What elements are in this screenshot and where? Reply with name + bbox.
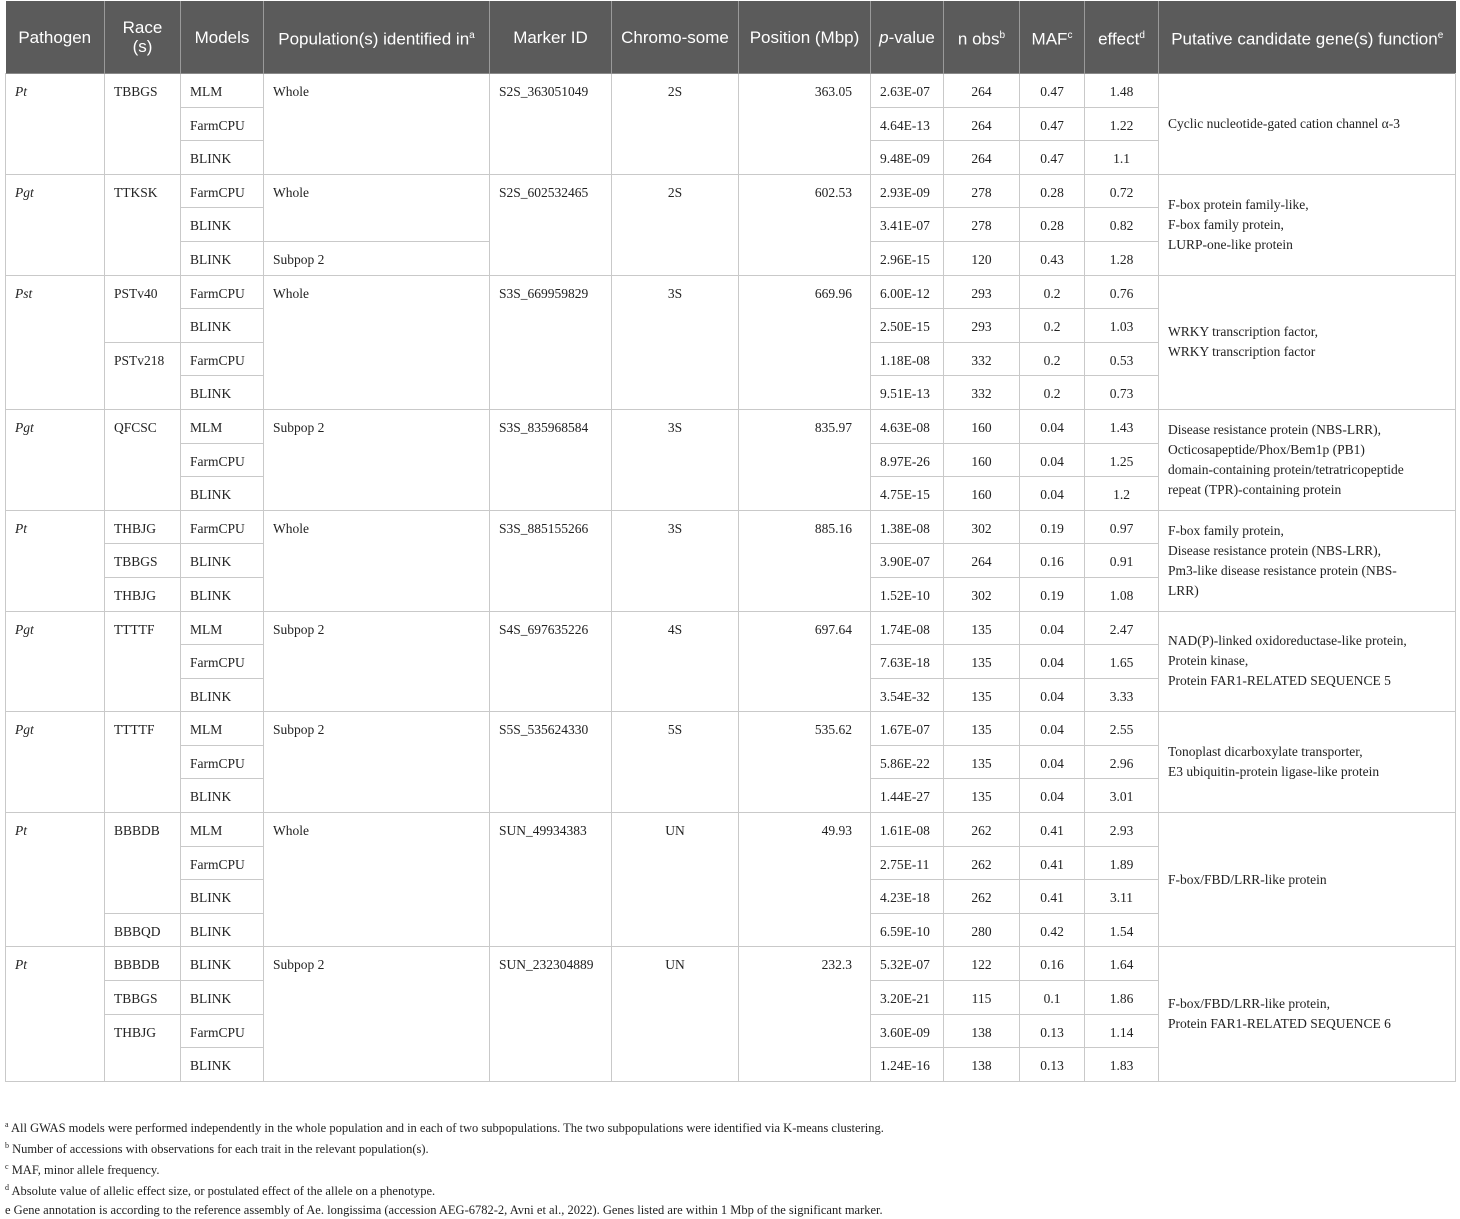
population-cell: Subpop 2 xyxy=(264,712,490,813)
position-cell: 602.53 xyxy=(739,174,871,275)
model-cell: BLINK xyxy=(181,544,264,578)
effect-cell: 1.03 xyxy=(1085,309,1159,343)
race-cell: TTTTF xyxy=(105,611,181,712)
table-row xyxy=(6,813,1456,847)
n-obs-cell: 135 xyxy=(944,678,1020,712)
header-effect: effect$^d$ xyxy=(1085,1,1159,74)
header-models: Models xyxy=(181,1,264,74)
n-obs-cell: 135 xyxy=(944,779,1020,813)
maf-cell: 0.43 xyxy=(1020,241,1085,275)
position-cell: 835.97 xyxy=(739,409,871,510)
population-cell: Subpop 2 xyxy=(264,409,490,510)
function-line: F-box/FBD/LRR-like protein xyxy=(1168,871,1327,887)
effect-cell: 1.14 xyxy=(1085,1014,1159,1048)
maf-cell: 0.47 xyxy=(1020,141,1085,175)
population-cell: Whole xyxy=(264,510,490,611)
n-obs-cell: 332 xyxy=(944,376,1020,410)
marker-id-cell: SUN_49934383 xyxy=(490,813,612,947)
p-value-cell: 1.44E-27 xyxy=(871,779,944,813)
footnote: e Gene annotation is according to the reference assembly of Ae. longissima (accession AEG-6782-2, Avni et al., 2022). Genes listed are within 1 Mbp of the significant marker. xyxy=(5,1202,883,1217)
p-value-cell: 2.50E-15 xyxy=(871,309,944,343)
pathogen-cell: Pt xyxy=(6,510,105,611)
p-value-cell: 3.60E-09 xyxy=(871,1014,944,1048)
p-value-cell: 3.54E-32 xyxy=(871,678,944,712)
maf-cell: 0.13 xyxy=(1020,1048,1085,1082)
function-cell xyxy=(1159,611,1456,712)
maf-cell: 0.19 xyxy=(1020,577,1085,611)
function-cell xyxy=(1159,947,1456,1081)
p-value-cell: 9.48E-09 xyxy=(871,141,944,175)
p-value-cell: 2.75E-11 xyxy=(871,846,944,880)
function-line: WRKY transcription factor, xyxy=(1168,324,1319,340)
n-obs-cell: 262 xyxy=(944,846,1020,880)
position-cell: 232.3 xyxy=(739,947,871,1081)
footnote: $^a$ All GWAS models were performed independently in the whole population and in each of two subpopulations. The two subpopulations were identified via K-means clustering. xyxy=(5,1120,884,1136)
header-maf: MAF$^c$ xyxy=(1020,1,1085,74)
header-pathogen: Pathogen xyxy=(6,1,105,74)
model-cell: BLINK xyxy=(181,477,264,511)
effect-cell: 1.86 xyxy=(1085,981,1159,1015)
population-cell: Subpop 2 xyxy=(264,241,490,275)
n-obs-cell: 122 xyxy=(944,947,1020,981)
table-row xyxy=(6,275,1456,309)
population-cell: Whole xyxy=(264,813,490,947)
population-cell: Whole xyxy=(264,275,490,409)
p-value-cell: 1.52E-10 xyxy=(871,577,944,611)
p-value-cell: 5.32E-07 xyxy=(871,947,944,981)
p-value-cell: 2.96E-15 xyxy=(871,241,944,275)
n-obs-cell: 262 xyxy=(944,813,1020,847)
n-obs-cell: 302 xyxy=(944,577,1020,611)
function-line: F-box family protein, xyxy=(1168,522,1284,538)
model-cell: BLINK xyxy=(181,208,264,242)
function-line: LURP-one-like protein xyxy=(1168,236,1293,252)
n-obs-cell: 160 xyxy=(944,477,1020,511)
table-row xyxy=(6,611,1456,645)
p-value-cell: 2.63E-07 xyxy=(871,74,944,108)
effect-cell: 3.33 xyxy=(1085,678,1159,712)
p-value-cell: 7.63E-18 xyxy=(871,645,944,679)
footnotes xyxy=(5,1116,884,1219)
n-obs-cell: 160 xyxy=(944,443,1020,477)
function-cell xyxy=(1159,813,1456,947)
function-line: domain-containing protein/tetratricopeptide xyxy=(1168,461,1404,477)
maf-cell: 0.41 xyxy=(1020,813,1085,847)
n-obs-cell: 135 xyxy=(944,745,1020,779)
effect-cell: 1.83 xyxy=(1085,1048,1159,1082)
position-cell: 535.62 xyxy=(739,712,871,813)
effect-cell: 1.64 xyxy=(1085,947,1159,981)
effect-cell: 1.43 xyxy=(1085,409,1159,443)
n-obs-cell: 332 xyxy=(944,342,1020,376)
effect-cell: 1.22 xyxy=(1085,107,1159,141)
pathogen-cell: Pgt xyxy=(6,712,105,813)
race-cell: TBBGS xyxy=(105,981,181,1015)
n-obs-cell: 278 xyxy=(944,174,1020,208)
table-row xyxy=(6,510,1456,544)
function-cell xyxy=(1159,275,1456,409)
position-cell: 697.64 xyxy=(739,611,871,712)
race-cell: BBBDB xyxy=(105,813,181,914)
function-cell xyxy=(1159,174,1456,275)
chromosome-cell: 4S xyxy=(612,611,739,712)
table-row xyxy=(6,74,1456,108)
function-cell xyxy=(1159,409,1456,510)
maf-cell: 0.04 xyxy=(1020,645,1085,679)
function-cell xyxy=(1159,712,1456,813)
model-cell: MLM xyxy=(181,409,264,443)
n-obs-cell: 135 xyxy=(944,645,1020,679)
header-p-value: p-value xyxy=(871,1,944,74)
maf-cell: 0.1 xyxy=(1020,981,1085,1015)
function-line: E3 ubiquitin-protein ligase-like protein xyxy=(1168,764,1380,780)
n-obs-cell: 293 xyxy=(944,275,1020,309)
effect-cell: 2.93 xyxy=(1085,813,1159,847)
n-obs-cell: 293 xyxy=(944,309,1020,343)
effect-cell: 2.47 xyxy=(1085,611,1159,645)
maf-cell: 0.47 xyxy=(1020,107,1085,141)
pathogen-cell: Pgt xyxy=(6,174,105,275)
maf-cell: 0.04 xyxy=(1020,477,1085,511)
function-line: Protein kinase, xyxy=(1168,653,1249,669)
header-n-obs: n obs$^b$ xyxy=(944,1,1020,74)
maf-cell: 0.42 xyxy=(1020,913,1085,947)
n-obs-cell: 138 xyxy=(944,1048,1020,1082)
population-cell: Whole xyxy=(264,74,490,175)
p-value-cell: 5.86E-22 xyxy=(871,745,944,779)
p-value-cell: 1.61E-08 xyxy=(871,813,944,847)
race-cell: BBBDB xyxy=(105,947,181,981)
n-obs-cell: 262 xyxy=(944,880,1020,914)
p-value-cell: 8.97E-26 xyxy=(871,443,944,477)
pathogen-cell: Pgt xyxy=(6,611,105,712)
function-line: Tonoplast dicarboxylate transporter, xyxy=(1168,744,1363,760)
p-value-cell: 1.24E-16 xyxy=(871,1048,944,1082)
function-line: Protein FAR1-RELATED SEQUENCE 5 xyxy=(1168,673,1391,689)
marker-id-cell: S4S_697635226 xyxy=(490,611,612,712)
table-row xyxy=(6,712,1456,746)
effect-cell: 3.11 xyxy=(1085,880,1159,914)
maf-cell: 0.04 xyxy=(1020,443,1085,477)
marker-id-cell: S3S_835968584 xyxy=(490,409,612,510)
n-obs-cell: 264 xyxy=(944,544,1020,578)
model-cell: FarmCPU xyxy=(181,174,264,208)
p-value-cell: 4.64E-13 xyxy=(871,107,944,141)
n-obs-cell: 138 xyxy=(944,1014,1020,1048)
header-function: Putative candidate gene(s) function$^e$ xyxy=(1159,1,1456,74)
p-value-cell: 4.23E-18 xyxy=(871,880,944,914)
n-obs-cell: 302 xyxy=(944,510,1020,544)
effect-cell: 1.1 xyxy=(1085,141,1159,175)
model-cell: BLINK xyxy=(181,981,264,1015)
race-cell: THBJG xyxy=(105,577,181,611)
n-obs-cell: 120 xyxy=(944,241,1020,275)
effect-cell: 0.53 xyxy=(1085,342,1159,376)
function-line: F-box/FBD/LRR-like protein, xyxy=(1168,996,1330,1012)
maf-cell: 0.04 xyxy=(1020,611,1085,645)
model-cell: BLINK xyxy=(181,880,264,914)
marker-id-cell: SUN_232304889 xyxy=(490,947,612,1081)
model-cell: FarmCPU xyxy=(181,107,264,141)
effect-cell: 0.82 xyxy=(1085,208,1159,242)
model-cell: BLINK xyxy=(181,678,264,712)
effect-cell: 1.65 xyxy=(1085,645,1159,679)
effect-cell: 0.91 xyxy=(1085,544,1159,578)
marker-id-cell: S5S_535624330 xyxy=(490,712,612,813)
n-obs-cell: 115 xyxy=(944,981,1020,1015)
model-cell: BLINK xyxy=(181,141,264,175)
gwas-results-table xyxy=(5,1,1456,1082)
model-cell: MLM xyxy=(181,712,264,746)
model-cell: FarmCPU xyxy=(181,275,264,309)
maf-cell: 0.2 xyxy=(1020,309,1085,343)
function-line: F-box protein family-like, xyxy=(1168,196,1309,212)
maf-cell: 0.04 xyxy=(1020,779,1085,813)
p-value-cell: 1.67E-07 xyxy=(871,712,944,746)
chromosome-cell: 2S xyxy=(612,74,739,175)
pathogen-cell: Pgt xyxy=(6,409,105,510)
p-value-cell: 1.18E-08 xyxy=(871,342,944,376)
n-obs-cell: 264 xyxy=(944,107,1020,141)
effect-cell: 0.97 xyxy=(1085,510,1159,544)
n-obs-cell: 135 xyxy=(944,611,1020,645)
race-cell: BBBQD xyxy=(105,913,181,947)
population-cell: Subpop 2 xyxy=(264,611,490,712)
function-line: Protein FAR1-RELATED SEQUENCE 6 xyxy=(1168,1016,1391,1032)
effect-cell: 0.76 xyxy=(1085,275,1159,309)
n-obs-cell: 264 xyxy=(944,141,1020,175)
maf-cell: 0.41 xyxy=(1020,846,1085,880)
effect-cell: 1.89 xyxy=(1085,846,1159,880)
model-cell: BLINK xyxy=(181,1048,264,1082)
maf-cell: 0.2 xyxy=(1020,342,1085,376)
maf-cell: 0.28 xyxy=(1020,208,1085,242)
table-row xyxy=(6,174,1456,208)
function-line: NAD(P)-linked oxidoreductase-like protein, xyxy=(1168,633,1407,649)
n-obs-cell: 280 xyxy=(944,913,1020,947)
model-cell: FarmCPU xyxy=(181,342,264,376)
model-cell: FarmCPU xyxy=(181,846,264,880)
race-cell: THBJG xyxy=(105,1014,181,1081)
model-cell: BLINK xyxy=(181,947,264,981)
model-cell: FarmCPU xyxy=(181,1014,264,1048)
pathogen-cell: Pt xyxy=(6,813,105,947)
maf-cell: 0.2 xyxy=(1020,376,1085,410)
n-obs-cell: 135 xyxy=(944,712,1020,746)
race-cell: PSTv218 xyxy=(105,342,181,409)
header-population: Population(s) identified $in^a$ xyxy=(264,1,490,74)
maf-cell: 0.04 xyxy=(1020,678,1085,712)
function-line: WRKY transcription factor xyxy=(1168,344,1316,360)
model-cell: FarmCPU xyxy=(181,645,264,679)
effect-cell: 1.25 xyxy=(1085,443,1159,477)
race-cell: TTTTF xyxy=(105,712,181,813)
model-cell: BLINK xyxy=(181,309,264,343)
header-race: Race (s) xyxy=(105,1,181,74)
model-cell: BLINK xyxy=(181,779,264,813)
table-body xyxy=(6,74,1456,1082)
maf-cell: 0.13 xyxy=(1020,1014,1085,1048)
maf-cell: 0.16 xyxy=(1020,544,1085,578)
marker-id-cell: S3S_669959829 xyxy=(490,275,612,409)
function-line: Cyclic nucleotide-gated cation channel α-3 xyxy=(1168,115,1400,131)
model-cell: MLM xyxy=(181,611,264,645)
race-cell: QFCSC xyxy=(105,409,181,510)
effect-cell: 1.2 xyxy=(1085,477,1159,511)
position-cell: 669.96 xyxy=(739,275,871,409)
chromosome-cell: 3S xyxy=(612,275,739,409)
marker-id-cell: S3S_885155266 xyxy=(490,510,612,611)
model-cell: FarmCPU xyxy=(181,745,264,779)
effect-cell: 0.72 xyxy=(1085,174,1159,208)
p-value-cell: 6.59E-10 xyxy=(871,913,944,947)
model-cell: FarmCPU xyxy=(181,510,264,544)
maf-cell: 0.16 xyxy=(1020,947,1085,981)
model-cell: MLM xyxy=(181,74,264,108)
maf-cell: 0.04 xyxy=(1020,745,1085,779)
race-cell: TBBGS xyxy=(105,74,181,175)
function-line: Disease resistance protein (NBS-LRR), xyxy=(1168,542,1381,558)
maf-cell: 0.19 xyxy=(1020,510,1085,544)
n-obs-cell: 264 xyxy=(944,74,1020,108)
pathogen-cell: Pt xyxy=(6,74,105,175)
model-cell: BLINK xyxy=(181,577,264,611)
function-line: LRR) xyxy=(1168,582,1199,598)
p-value-cell: 3.41E-07 xyxy=(871,208,944,242)
function-line: Octicosapeptide/Phox/Bem1p (PB1) xyxy=(1168,441,1365,457)
population-cell: Whole xyxy=(264,174,490,241)
footnote: $^b$ Number of accessions with observations for each trait in the relevant population(s). xyxy=(5,1141,429,1157)
effect-cell: 1.28 xyxy=(1085,241,1159,275)
function-line: Pm3-like disease resistance protein (NBS- xyxy=(1168,562,1397,578)
position-cell: 49.93 xyxy=(739,813,871,947)
maf-cell: 0.28 xyxy=(1020,174,1085,208)
model-cell: MLM xyxy=(181,813,264,847)
race-cell: TTKSK xyxy=(105,174,181,275)
marker-id-cell: S2S_602532465 xyxy=(490,174,612,275)
chromosome-cell: 2S xyxy=(612,174,739,275)
header-position: Position (Mbp) xyxy=(739,1,871,74)
chromosome-cell: 3S xyxy=(612,510,739,611)
function-cell xyxy=(1159,74,1456,175)
table-row xyxy=(6,409,1456,443)
effect-cell: 1.48 xyxy=(1085,74,1159,108)
p-value-cell: 1.74E-08 xyxy=(871,611,944,645)
function-line: F-box family protein, xyxy=(1168,216,1284,232)
n-obs-cell: 278 xyxy=(944,208,1020,242)
header-row xyxy=(6,1,1456,74)
maf-cell: 0.04 xyxy=(1020,409,1085,443)
effect-cell: 2.55 xyxy=(1085,712,1159,746)
effect-cell: 0.73 xyxy=(1085,376,1159,410)
footnote: $^d$ Absolute value of allelic effect size, or postulated effect of the allele on a phenotype. xyxy=(5,1183,436,1199)
position-cell: 885.16 xyxy=(739,510,871,611)
p-value-cell: 9.51E-13 xyxy=(871,376,944,410)
header-marker-id: Marker ID xyxy=(490,1,612,74)
p-value-cell: 4.75E-15 xyxy=(871,477,944,511)
chromosome-cell: 3S xyxy=(612,409,739,510)
table-row xyxy=(6,947,1456,981)
model-cell: BLINK xyxy=(181,376,264,410)
p-value-cell: 3.90E-07 xyxy=(871,544,944,578)
race-cell: THBJG xyxy=(105,510,181,544)
chromosome-cell: 5S xyxy=(612,712,739,813)
race-cell: TBBGS xyxy=(105,544,181,578)
maf-cell: 0.47 xyxy=(1020,74,1085,108)
marker-id-cell: S2S_363051049 xyxy=(490,74,612,175)
race-cell: PSTv40 xyxy=(105,275,181,342)
chromosome-cell: UN xyxy=(612,947,739,1081)
maf-cell: 0.41 xyxy=(1020,880,1085,914)
p-value-cell: 1.38E-08 xyxy=(871,510,944,544)
effect-cell: 2.96 xyxy=(1085,745,1159,779)
position-cell: 363.05 xyxy=(739,74,871,175)
p-value-cell: 4.63E-08 xyxy=(871,409,944,443)
p-value-cell: 3.20E-21 xyxy=(871,981,944,1015)
footnote: $^c$ MAF, minor allele frequency. xyxy=(5,1162,160,1178)
p-value-cell: 6.00E-12 xyxy=(871,275,944,309)
model-cell: BLINK xyxy=(181,913,264,947)
model-cell: BLINK xyxy=(181,241,264,275)
function-line: Disease resistance protein (NBS-LRR), xyxy=(1168,421,1381,437)
model-cell: FarmCPU xyxy=(181,443,264,477)
chromosome-cell: UN xyxy=(612,813,739,947)
n-obs-cell: 160 xyxy=(944,409,1020,443)
population-cell: Subpop 2 xyxy=(264,947,490,1081)
effect-cell: 1.54 xyxy=(1085,913,1159,947)
header-chromosome: Chromo-some xyxy=(612,1,739,74)
pathogen-cell: Pst xyxy=(6,275,105,409)
pathogen-cell: Pt xyxy=(6,947,105,1081)
effect-cell: 3.01 xyxy=(1085,779,1159,813)
function-cell xyxy=(1159,510,1456,611)
effect-cell: 1.08 xyxy=(1085,577,1159,611)
maf-cell: 0.04 xyxy=(1020,712,1085,746)
maf-cell: 0.2 xyxy=(1020,275,1085,309)
function-line: repeat (TPR)-containing protein xyxy=(1168,481,1342,497)
p-value-cell: 2.93E-09 xyxy=(871,174,944,208)
